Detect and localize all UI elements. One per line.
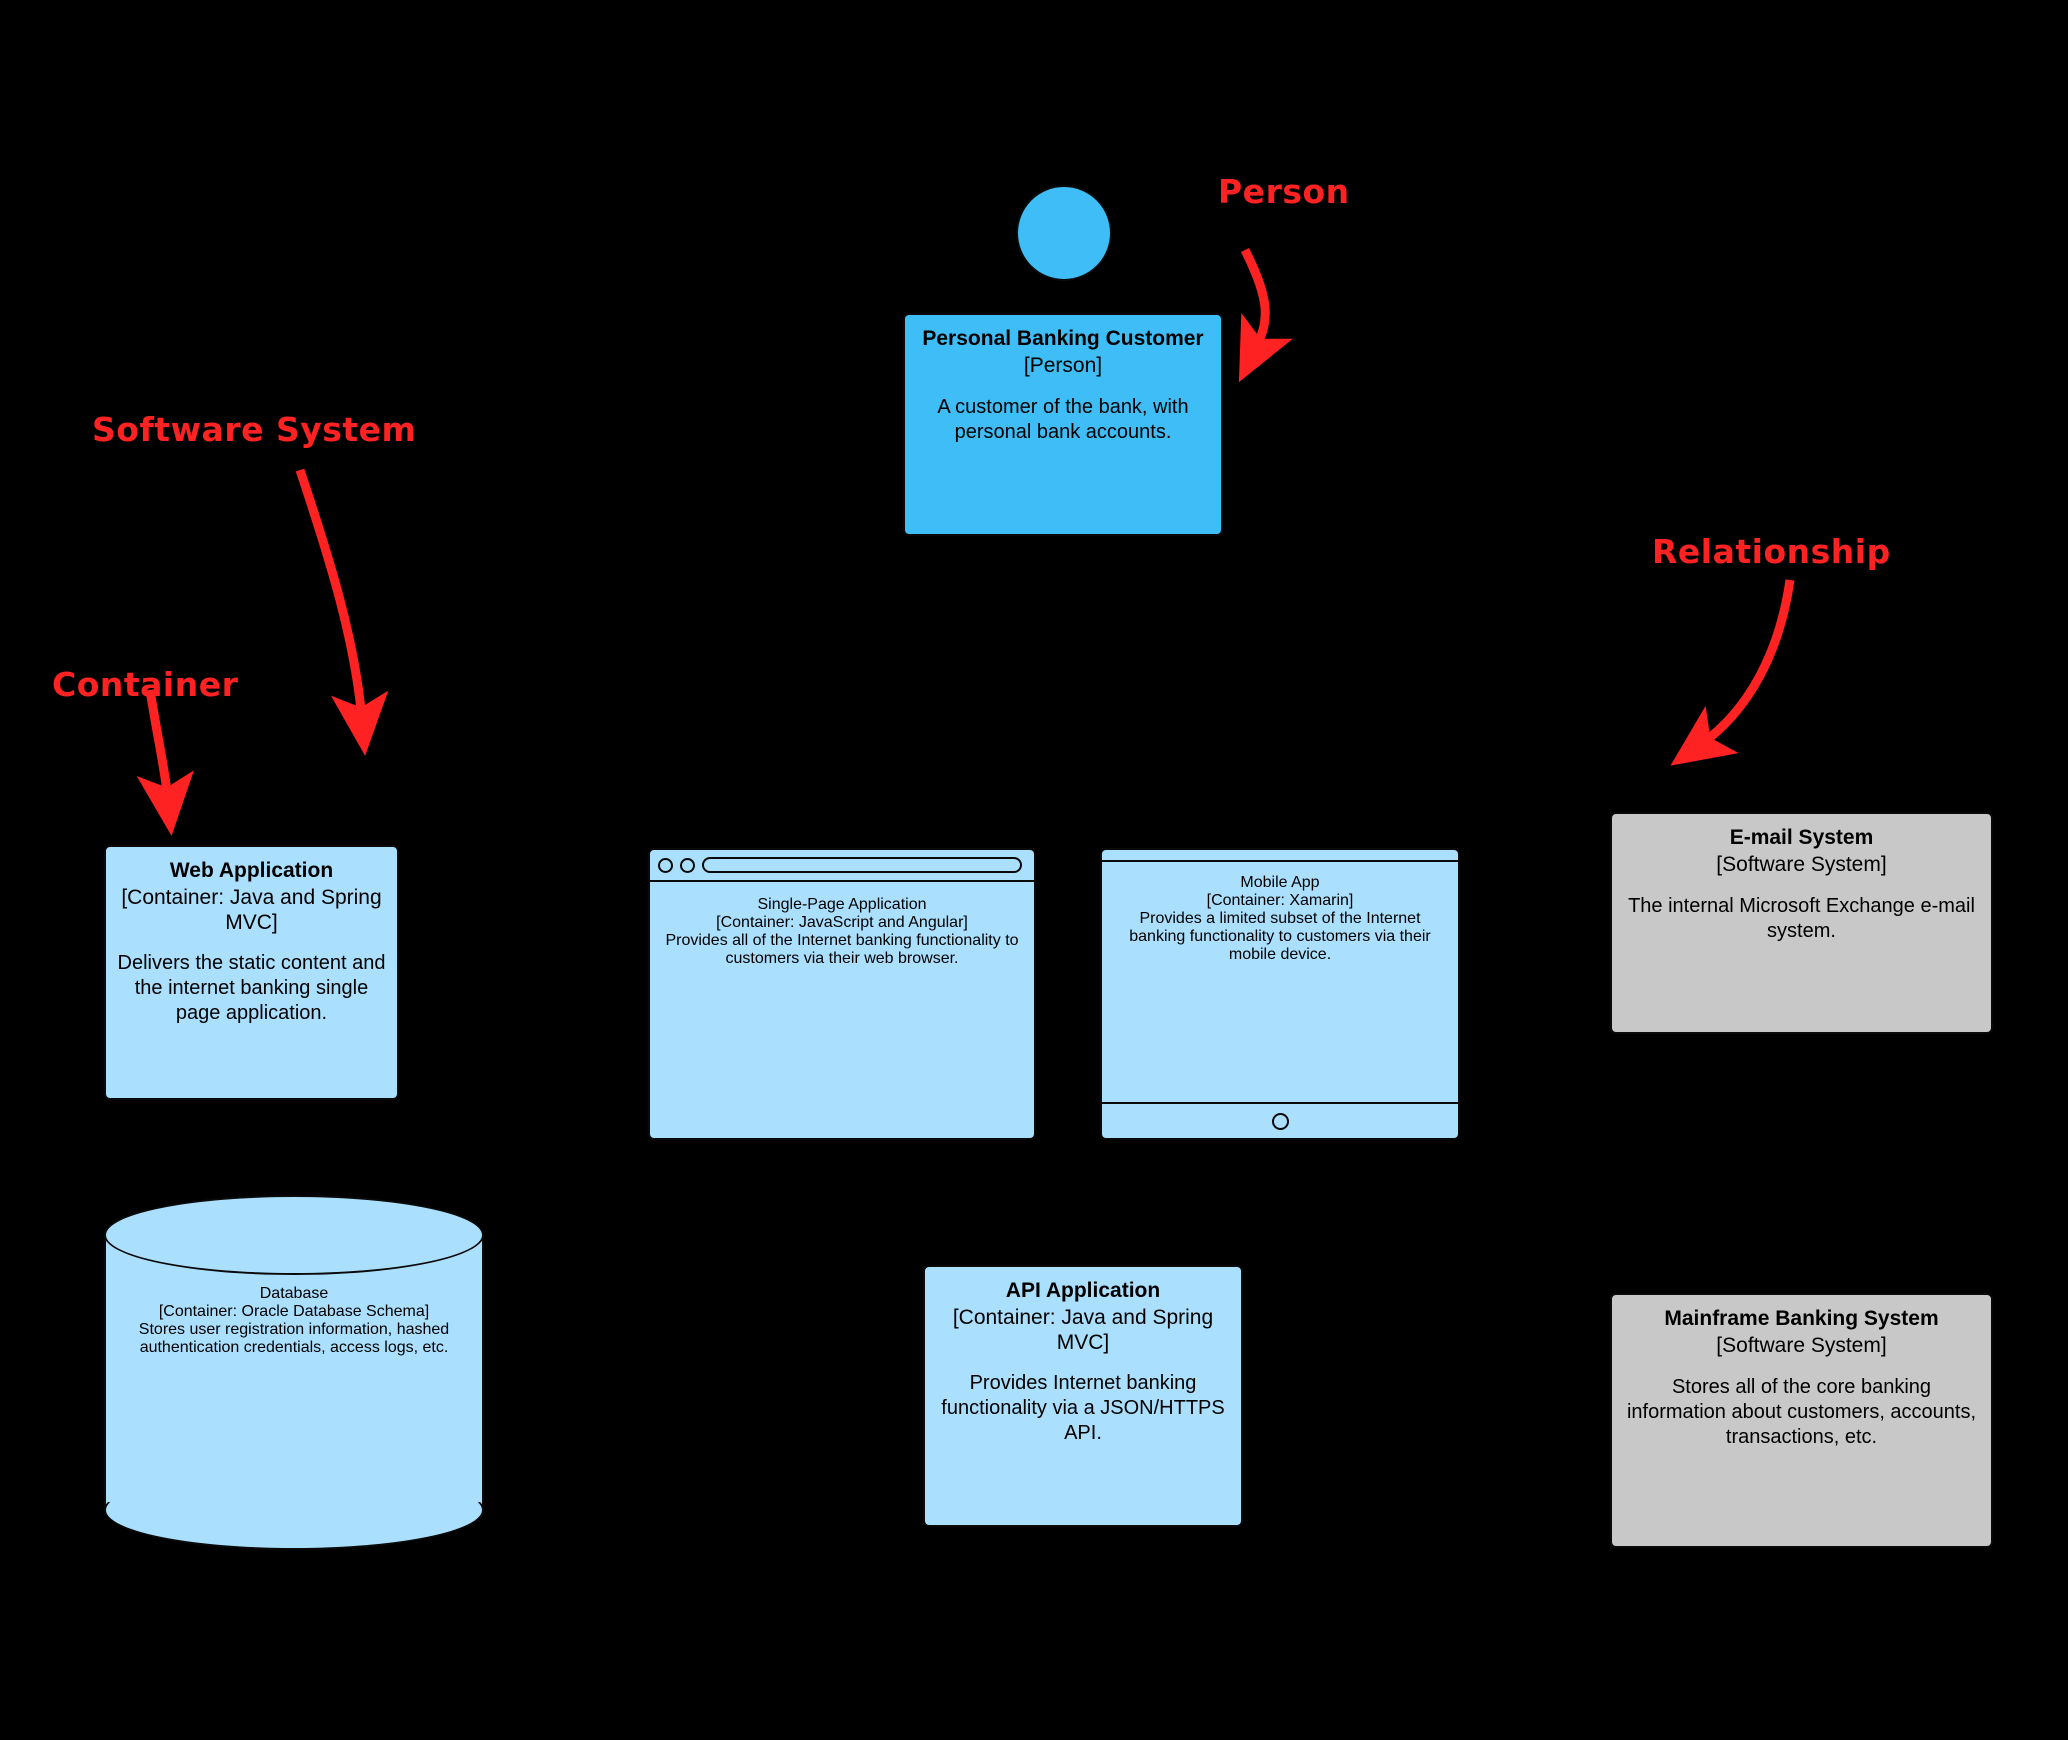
node-email-system[interactable] — [1610, 812, 1993, 1034]
node-title: API Application — [1005, 1279, 1161, 1302]
annotation-relationship: Relationship — [1652, 532, 1891, 571]
person-head-icon — [1016, 185, 1112, 281]
annotation-software-system: Software System — [92, 410, 417, 449]
node-description: Provides Internet banking functionality via a JSON/HTTPS API. — [941, 1372, 1225, 1445]
node-mobile-app[interactable] — [1100, 848, 1460, 1140]
cylinder-top-ellipse — [104, 1195, 484, 1275]
node-title: Mainframe Banking System — [1664, 1307, 1939, 1330]
mobile-content — [1102, 862, 1458, 1102]
node-tech: [Person] — [1023, 353, 1103, 377]
browser-content — [650, 882, 1034, 978]
node-title: Mobile App — [1240, 874, 1320, 891]
node-description: A customer of the bank, with personal bank accounts. — [937, 395, 1189, 443]
mobile-speaker-bar — [1102, 850, 1458, 862]
node-title: Web Application — [169, 859, 334, 882]
mobile-home-bar — [1102, 1102, 1458, 1138]
node-tech: [Container: JavaScript and Angular] — [716, 914, 968, 931]
node-tech: [Software System] — [1716, 852, 1887, 876]
node-tech: [Container: Java and Spring MVC] — [121, 885, 382, 934]
node-tech: [Container: Xamarin] — [1206, 892, 1354, 909]
node-database[interactable] — [104, 1195, 484, 1550]
node-single-page-application[interactable] — [648, 848, 1036, 1140]
node-title: Single-Page Application — [757, 896, 927, 913]
node-title: Personal Banking Customer — [922, 327, 1204, 350]
cylinder-body — [104, 1235, 484, 1510]
annotation-person: Person — [1218, 172, 1350, 211]
node-tech: [Container: Java and Spring MVC] — [952, 1305, 1214, 1354]
browser-address-bar[interactable] — [702, 857, 1022, 873]
node-description: Provides a limited subset of the Internet banking functionality to customers via their mobile device. — [1129, 910, 1431, 963]
browser-dot-icon — [658, 858, 673, 873]
node-tech: [Software System] — [1716, 1333, 1887, 1357]
home-button-icon[interactable] — [1272, 1113, 1289, 1130]
node-tech: [Container: Oracle Database Schema] — [158, 1303, 430, 1320]
node-web-application[interactable] — [104, 845, 399, 1100]
database-text — [104, 1285, 484, 1357]
node-personal-banking-customer[interactable] — [903, 313, 1223, 536]
node-description: The internal Microsoft Exchange e-mail system. — [1628, 894, 1975, 942]
annotation-container: Container — [52, 665, 239, 704]
node-mainframe-banking-system[interactable] — [1610, 1293, 1993, 1548]
node-description: Stores user registration information, hashed authentication credentials, access logs, etc. — [138, 1321, 450, 1356]
browser-dot-icon — [680, 858, 695, 873]
node-description: Provides all of the Internet banking functionality to customers via their web browser. — [665, 932, 1019, 967]
node-title: E-mail System — [1729, 826, 1874, 849]
node-title: Database — [259, 1285, 329, 1302]
node-api-application[interactable] — [923, 1265, 1243, 1527]
browser-chrome-bar — [650, 850, 1034, 882]
node-description: Stores all of the core banking information about customers, accounts, transactions, etc. — [1626, 1375, 1977, 1448]
node-description: Delivers the static content and the internet banking single page application. — [117, 952, 386, 1025]
